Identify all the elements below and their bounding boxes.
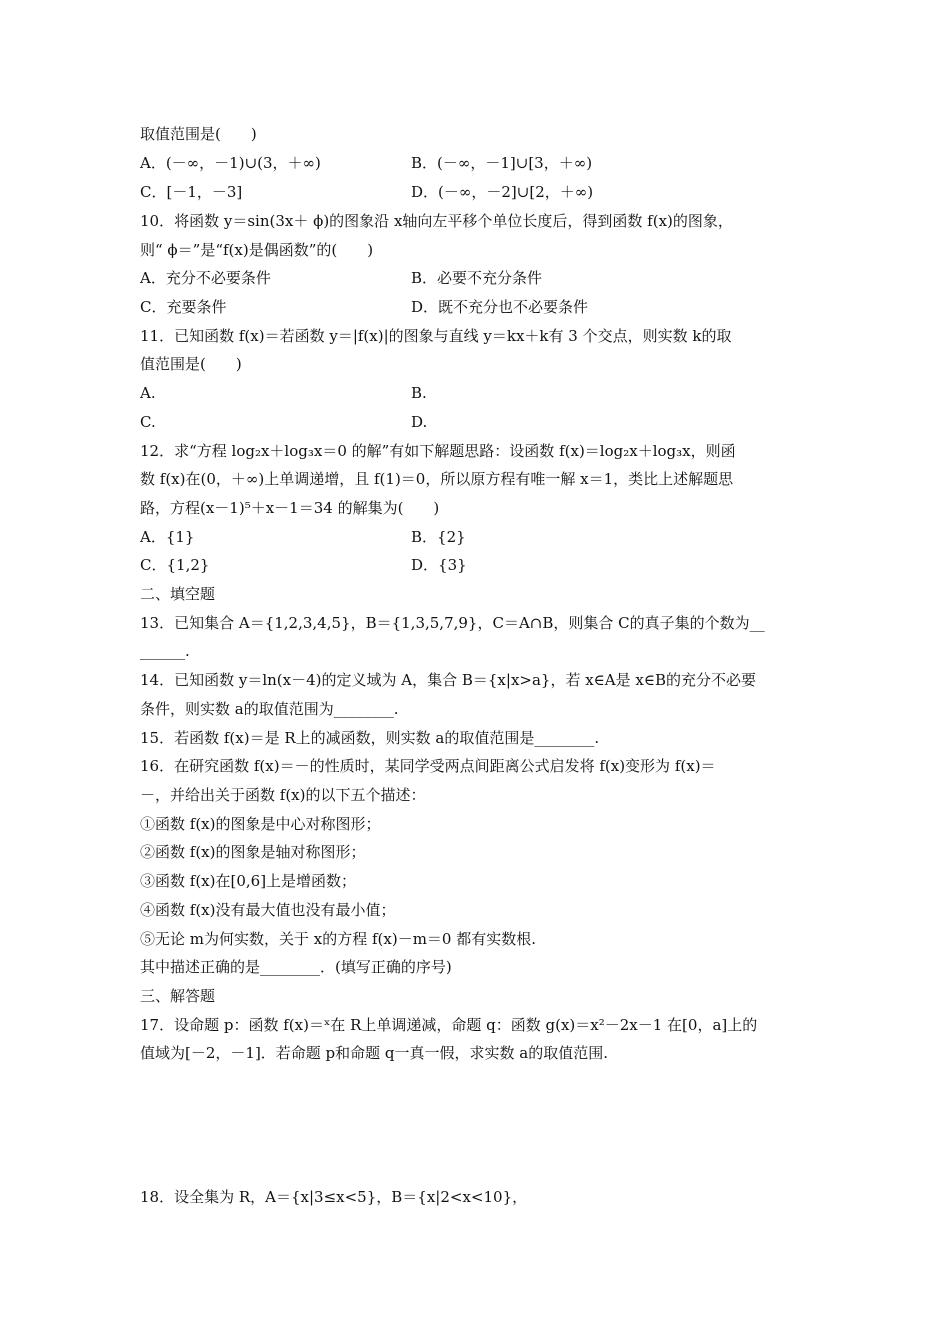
q12-option-a: A．{1} xyxy=(140,528,195,546)
q12-options-cd xyxy=(140,555,467,575)
q11-option-d: D. xyxy=(411,413,428,431)
q14-stem-line2: 条件，则实数 a的取值范围为________. xyxy=(140,700,399,718)
q15-stem: 15．若函数 f(x)＝是 R上的减函数，则实数 a的取值范围是________. xyxy=(140,729,600,747)
q10-option-c: C．充要条件 xyxy=(140,298,227,316)
q12-option-c: C．{1,2} xyxy=(140,556,210,574)
q17-stem-line1: 17．设命题 p：函数 f(x)＝ˣ在 R上单调递减，命题 q：函数 g(x)＝x²－2x－1 在[0，a]上的 xyxy=(140,1016,758,1034)
q9-options-cd xyxy=(140,182,594,202)
q16-stem-line1: 16．在研究函数 f(x)＝－的性质时，某同学受两点间距离公式启发将 f(x)变形为 f(x)＝ xyxy=(140,757,716,775)
q17-stem-line2: 值域为[－2，－1]．若命题 p和命题 q一真一假，求实数 a的取值范围. xyxy=(140,1044,609,1062)
q12-option-b: B．{2} xyxy=(411,528,466,546)
q12-stem-line2: 数 f(x)在(0，＋∞)上单调递增，且 f(1)＝0，所以原方程有唯一解 x＝1，类比上述解题思 xyxy=(140,470,734,488)
q10-stem-line1: 10．将函数 y＝sin(3x＋ ϕ)的图象沿 x轴向左平移个单位长度后，得到函数 f(x)的图象， xyxy=(140,212,733,230)
q10-stem-line2: 则“ ϕ＝”是“f(x)是偶函数”的( ) xyxy=(140,241,374,259)
q16-item-2: ②函数 f(x)的图象是轴对称图形； xyxy=(140,843,366,861)
q16-item-4: ④函数 f(x)没有最大值也没有最小值； xyxy=(140,901,396,919)
q9-option-d: D．(－∞，－2]∪[2，＋∞) xyxy=(411,183,594,201)
q11-stem-line2: 值范围是( ) xyxy=(140,355,242,373)
q9-option-b: B．(－∞，－1]∪[3，＋∞) xyxy=(411,154,593,172)
q16-stem-line2: －，并给出关于函数 f(x)的以下五个描述： xyxy=(140,786,426,804)
q11-option-b: B. xyxy=(411,384,427,402)
q13-stem-line2: ______. xyxy=(140,642,190,660)
q9-option-c: C．[－1，－3] xyxy=(140,183,243,201)
q11-options-cd xyxy=(140,412,428,432)
q10-options-cd xyxy=(140,297,589,317)
q10-options-ab xyxy=(140,268,543,288)
q14-stem-line1: 14．已知函数 y＝ln(x－4)的定义域为 A，集合 B＝{x|x>a}，若 x∈A是 x∈B的充分不必要 xyxy=(140,671,756,689)
q12-option-d: D．{3} xyxy=(411,556,467,574)
q16-item-1: ①函数 f(x)的图象是中心对称图形； xyxy=(140,815,381,833)
q10-option-a: A．充分不必要条件 xyxy=(140,269,271,287)
q10-option-d: D．既不充分也不必要条件 xyxy=(411,298,589,316)
q11-options-ab xyxy=(140,383,427,403)
q10-option-b: B．必要不充分条件 xyxy=(411,269,543,287)
q18-stem: 18．设全集为 R，A＝{x|3≤x<5}，B＝{x|2<x<10}， xyxy=(140,1188,528,1206)
section-heading-solve: 三、解答题 xyxy=(140,987,216,1005)
q16-item-3: ③函数 f(x)在[0,6]上是增函数； xyxy=(140,872,357,890)
q16-item-5: ⑤无论 m为何实数，关于 x的方程 f(x)－m＝0 都有实数根. xyxy=(140,930,537,948)
q12-options-ab xyxy=(140,527,466,547)
q11-stem-line1: 11．已知函数 f(x)＝若函数 y＝|f(x)|的图象与直线 y＝kx＋k有 3 个交点，则实数 k的取 xyxy=(140,327,732,345)
q12-stem-line1: 12．求“方程 log₂x＋log₃x＝0 的解”有如下解题思路：设函数 f(x)＝log₂x＋log₃x，则函 xyxy=(140,442,736,460)
q16-answer-prompt: 其中描述正确的是________．(填写正确的序号) xyxy=(140,958,452,976)
q9-option-a: A．(－∞，－1)∪(3，＋∞) xyxy=(140,154,321,172)
q9-stem-tail: 取值范围是( ) xyxy=(140,125,257,143)
q9-options-ab xyxy=(140,153,593,173)
q12-stem-line3: 路，方程(x－1)⁵＋x－1＝34 的解集为( ) xyxy=(140,499,440,517)
q13-stem-line1: 13．已知集合 A＝{1,2,3,4,5}，B＝{1,3,5,7,9}，C＝A∩B，则集合 C的真子集的个数为__ xyxy=(140,614,765,632)
q11-option-a: A. xyxy=(140,384,156,402)
section-heading-fill-blank: 二、填空题 xyxy=(140,585,216,603)
q11-option-c: C. xyxy=(140,413,156,431)
